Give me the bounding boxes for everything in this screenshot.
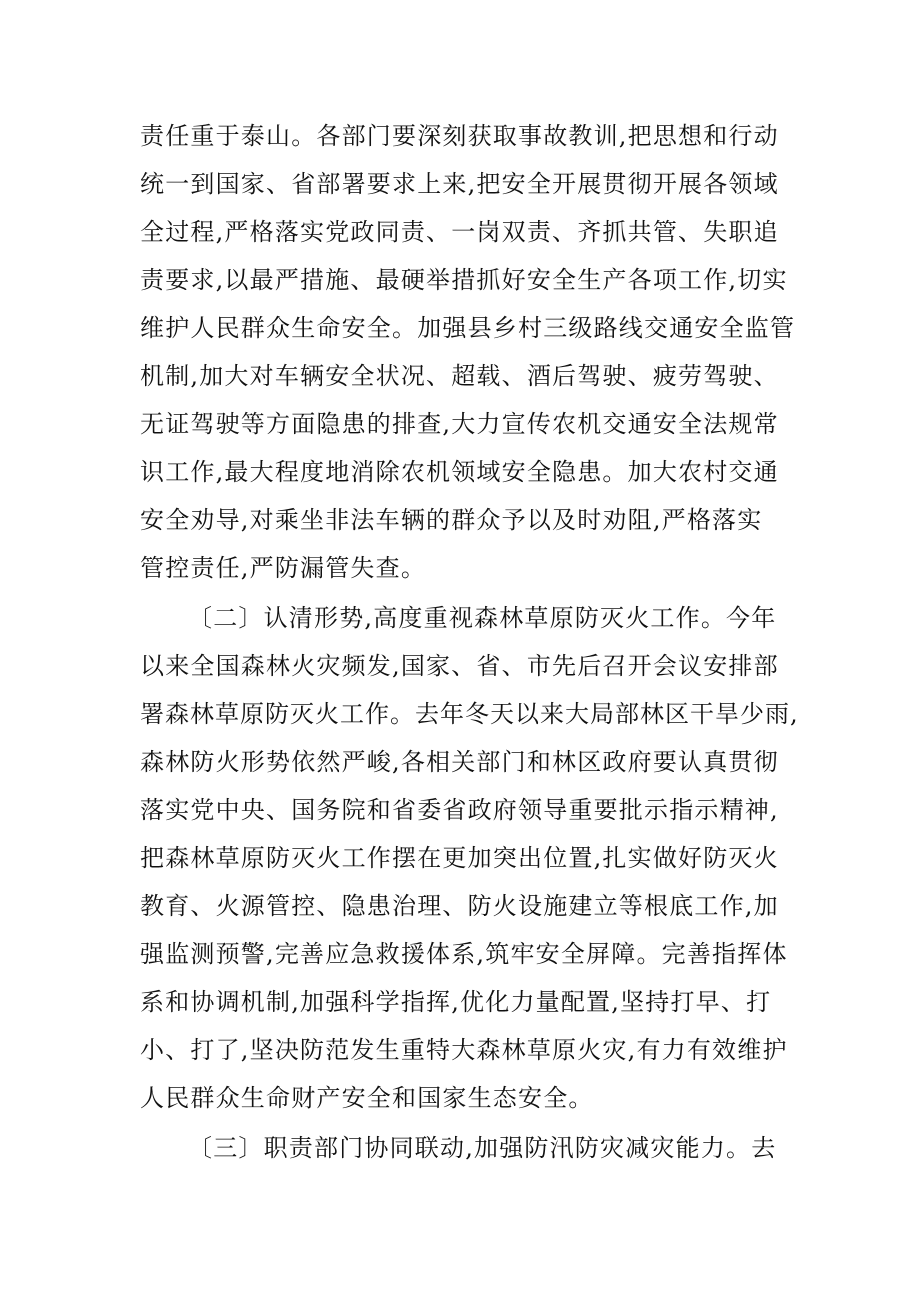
text-line: 人民群众生命财产安全和国家生态安全。 <box>140 1084 594 1112</box>
text-line: 识工作,最大程度地消除农机领域安全隐患。加大农村交通 <box>140 458 779 486</box>
text-line: 署森林草原防灭火工作。去年冬天以来大局部林区干旱少雨, <box>140 700 799 728</box>
text-line: 无证驾驶等方面隐患的排查,大力宣传农机交通安全法规常 <box>140 410 779 438</box>
text-line: 教育、火源管控、隐患治理、防火设施建立等根底工作,加 <box>140 892 779 920</box>
text-line: 森林防火形势依然严峻,各相关部门和林区政府要认真贯彻 <box>140 748 779 776</box>
text-line: 机制,加大对车辆安全状况、超载、酒后驾驶、疲劳驾驶、 <box>140 362 779 390</box>
text-line: 以来全国森林火灾频发,国家、省、市先后召开会议安排部 <box>140 652 779 680</box>
text-line: 责任重于泰山。各部门要深刻获取事故教训,把思想和行动 <box>140 122 779 150</box>
text-line: 把森林草原防灭火工作摆在更加突出位置,扎实做好防灭火 <box>140 844 779 872</box>
text-line: 安全劝导,对乘坐非法车辆的群众予以及时劝阻,严格落实 <box>140 506 763 534</box>
text-line: 维护人民群众生命安全。加强县乡村三级路线交通安全监管 <box>140 314 796 342</box>
text-line: 管控责任,严防漏管失查。 <box>140 554 427 582</box>
text-line: 全过程,严格落实党政同责、一岗双责、齐抓共管、失职追 <box>140 218 779 246</box>
section-heading-line: 〔三〕职责部门协同联动,加强防汛防灾减灾能力。去 <box>188 1134 777 1162</box>
text-line: 小、打了,坚决防范发生重特大森林草原火灾,有力有效维护 <box>140 1036 788 1064</box>
text-line: 落实党中央、国务院和省委省政府领导重要批示指示精神, <box>140 796 779 824</box>
text-line: 系和协调机制,加强科学指挥,优化力量配置,坚持打早、打 <box>140 988 772 1016</box>
text-line: 责要求,以最严措施、最硬举措抓好安全生产各项工作,切实 <box>140 266 788 294</box>
section-heading-line: 〔二〕认清形势,高度重视森林草原防灭火工作。今年 <box>188 604 777 632</box>
text-line: 强监测预警,完善应急救援体系,筑牢安全屏障。完善指挥体 <box>140 940 788 968</box>
text-line: 统一到国家、省部署要求上来,把安全开展贯彻开展各领域 <box>140 170 779 198</box>
